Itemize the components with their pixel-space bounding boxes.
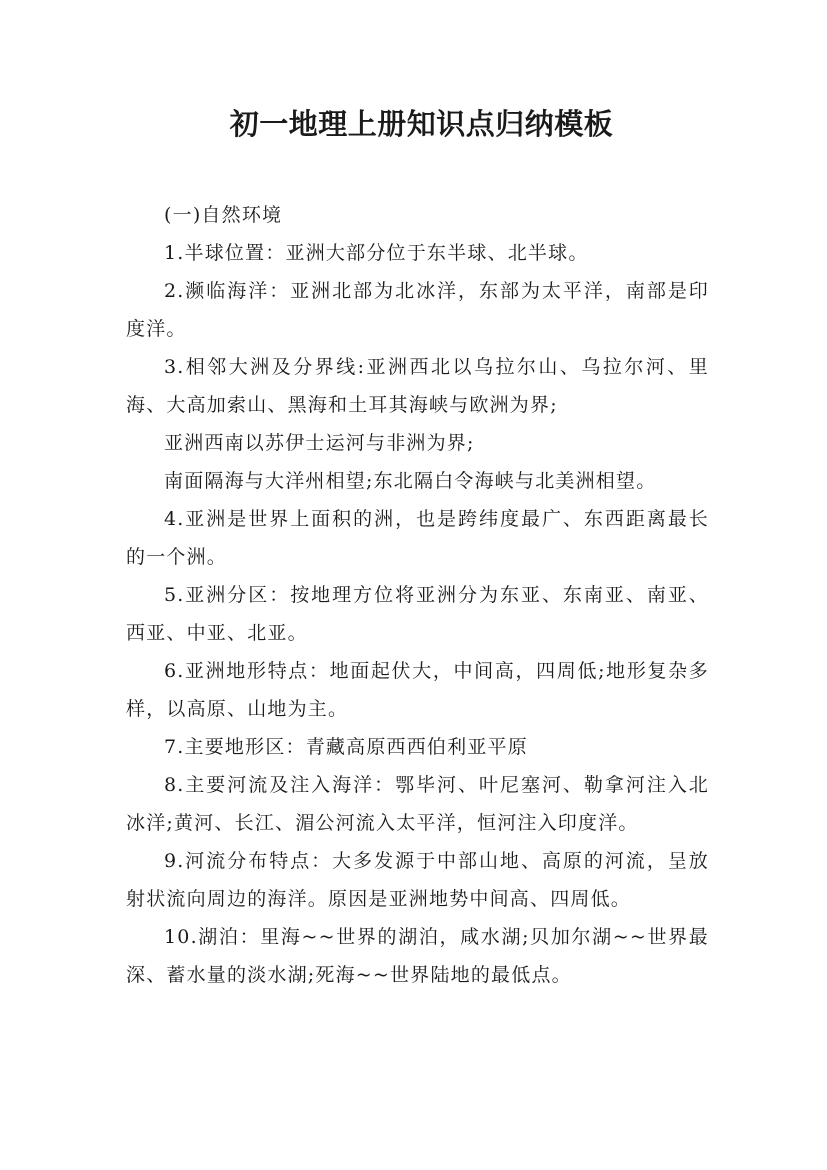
document-title: 初一地理上册知识点归纳模板 bbox=[229, 107, 614, 141]
paragraph-area-extent: 4.亚洲是世界上面积的洲，也是跨纬度最广、东西距离最长的一个洲。 bbox=[126, 508, 709, 568]
paragraph-neighboring-continents: 3.相邻大洲及分界线:亚洲西北以乌拉尔山、乌拉尔河、里海、大高加索山、黑海和土耳其海峡与欧洲为界; bbox=[126, 356, 709, 416]
paragraph-regions: 5.亚洲分区：按地理方位将亚洲分为东亚、东南亚、南亚、西亚、中亚、北亚。 bbox=[126, 584, 709, 644]
paragraph-landform-regions: 7.主要地形区：青藏高原西西伯利亚平原 bbox=[164, 736, 528, 758]
paragraph-south-northeast-neighbors: 南面隔海与大洋州相望;东北隔白令海峡与北美洲相望。 bbox=[164, 470, 657, 492]
paragraph-major-rivers: 8.主要河流及注入海洋：鄂毕河、叶尼塞河、勒拿河注入北冰洋;黄河、长江、湄公河流入太平洋，恒河注入印度洋。 bbox=[126, 774, 709, 834]
document-body bbox=[126, 196, 709, 994]
paragraph-southwest-boundary: 亚洲西南以苏伊士运河与非洲为界; bbox=[164, 432, 475, 454]
paragraph-hemisphere-position: 1.半球位置：亚洲大部分位于东半球、北半球。 bbox=[164, 242, 589, 264]
paragraph-terrain-features: 6.亚洲地形特点：地面起伏大，中间高，四周低;地形复杂多样，以高原、山地为主。 bbox=[126, 660, 709, 720]
paragraph-section-heading: (一)自然环境 bbox=[164, 204, 283, 226]
paragraph-lakes: 10.湖泊：里海~~世界的湖泊，咸水湖;贝加尔湖~~世界最深、蓄水量的淡水湖;死海~~世界陆地的最低点。 bbox=[126, 926, 709, 986]
paragraph-adjacent-oceans: 2.濒临海洋：亚洲北部为北冰洋，东部为太平洋，南部是印度洋。 bbox=[126, 280, 709, 340]
paragraph-river-distribution: 9.河流分布特点：大多发源于中部山地、高原的河流，呈放射状流向周边的海洋。原因是亚洲地势中间高、四周低。 bbox=[126, 850, 709, 910]
